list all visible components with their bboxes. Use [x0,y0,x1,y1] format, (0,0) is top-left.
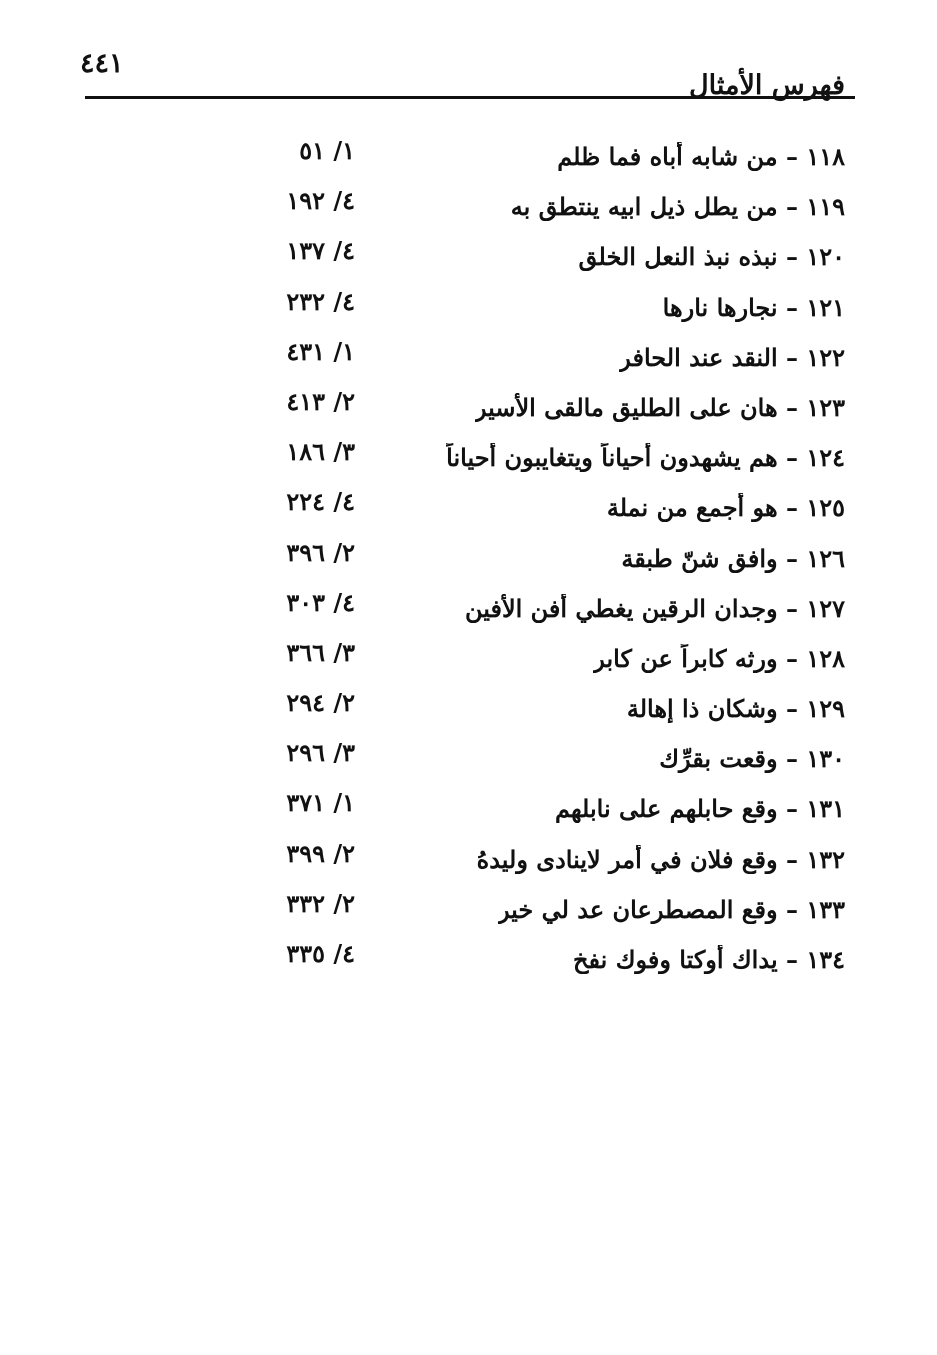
entry-text: ١٣١ – وقع حابلهم على نابلهم [554,794,845,824]
entry-text: ١١٨ – من شابه أباه فما ظلم [557,142,845,171]
entry-reference: ٣/ ٣٦٦ [286,637,355,667]
entry-text: ١٢٩ – وشكان ذا إهالة [626,694,845,724]
index-entry [0,788,937,838]
index-entry [0,136,937,186]
entry-text: ١٣٢ – وقع فلان في أمر لاينادى وليدهُ [476,844,845,874]
proverb-index-list [0,136,937,989]
index-entry [0,538,937,588]
entry-reference: ٤/ ١٩٢ [286,186,355,216]
entry-text: ١٢٥ – هو أجمع من نملة [606,493,845,523]
index-entry [0,487,937,537]
entry-text: ١٢٣ – هان على الطليق مالقى الأسير [474,392,845,422]
page-number: ٤٤١ [80,48,124,79]
entry-reference: ١/ ٥١ [299,136,355,165]
index-entry [0,688,937,738]
index-entry [0,939,937,989]
index-entry [0,839,937,889]
index-entry [0,437,937,487]
entry-text: ١٢٢ – النقد عند الحافر [619,342,845,372]
entry-text: ١٢٧ – وجدان الرقين يغطي أفن الأفين [464,593,845,623]
entry-reference: ٢/ ٣٣٢ [286,888,355,918]
index-entry [0,738,937,788]
entry-reference: ٤/ ٣٠٣ [286,587,355,617]
entry-text: ١٢١ – نجارها نارها [662,292,845,322]
entry-text: ١٣٣ – وقع المصطرعان عد لي خير [497,894,845,924]
index-entry [0,588,937,638]
entry-text: ١٣٠ – وقعت بقرِّك [659,744,845,774]
index-entry [0,236,937,286]
entry-reference: ٤/ ٣٣٥ [286,939,355,968]
entry-text: ١٢٤ – هم يشهدون أحياناً ويتغايبون أحياناً [446,443,845,473]
entry-text: ١١٩ – من يطل ذيل ابيه ينتطق به [510,192,845,222]
entry-reference: ٣/ ٢٩٦ [286,738,355,768]
entry-reference: ٣/ ١٨٦ [286,437,355,467]
entry-text: ١٣٤ – يداك أوكتا وفوك نفخ [573,945,845,974]
index-entry [0,337,937,387]
index-entry [0,638,937,688]
entry-reference: ٢/ ٤١٣ [286,386,355,416]
entry-reference: ٢/ ٣٩٩ [286,838,355,868]
index-entry [0,287,937,337]
entry-reference: ٤/ ١٣٧ [286,236,355,266]
index-entry [0,186,937,236]
entry-reference: ٢/ ٣٩٦ [286,537,355,567]
entry-text: ١٢٨ – ورثه كابراً عن كابر [593,643,845,673]
index-entry [0,387,937,437]
entry-reference: ١/ ٣٧١ [286,788,355,818]
entry-text: ١٢٦ – وافق شنّ طبقة [621,543,845,573]
entry-reference: ٤/ ٢٣٢ [286,286,355,316]
entry-reference: ١/ ٤٣١ [286,336,355,366]
page-title: فهرس الأمثال [689,70,845,101]
entry-reference: ٤/ ٢٢٤ [286,487,355,517]
index-entry [0,889,937,939]
entry-reference: ٢/ ٢٩٤ [286,688,355,718]
entry-text: ١٢٠ – نبذه نبذ النعل الخلق [578,242,845,272]
header-rule [85,96,855,99]
